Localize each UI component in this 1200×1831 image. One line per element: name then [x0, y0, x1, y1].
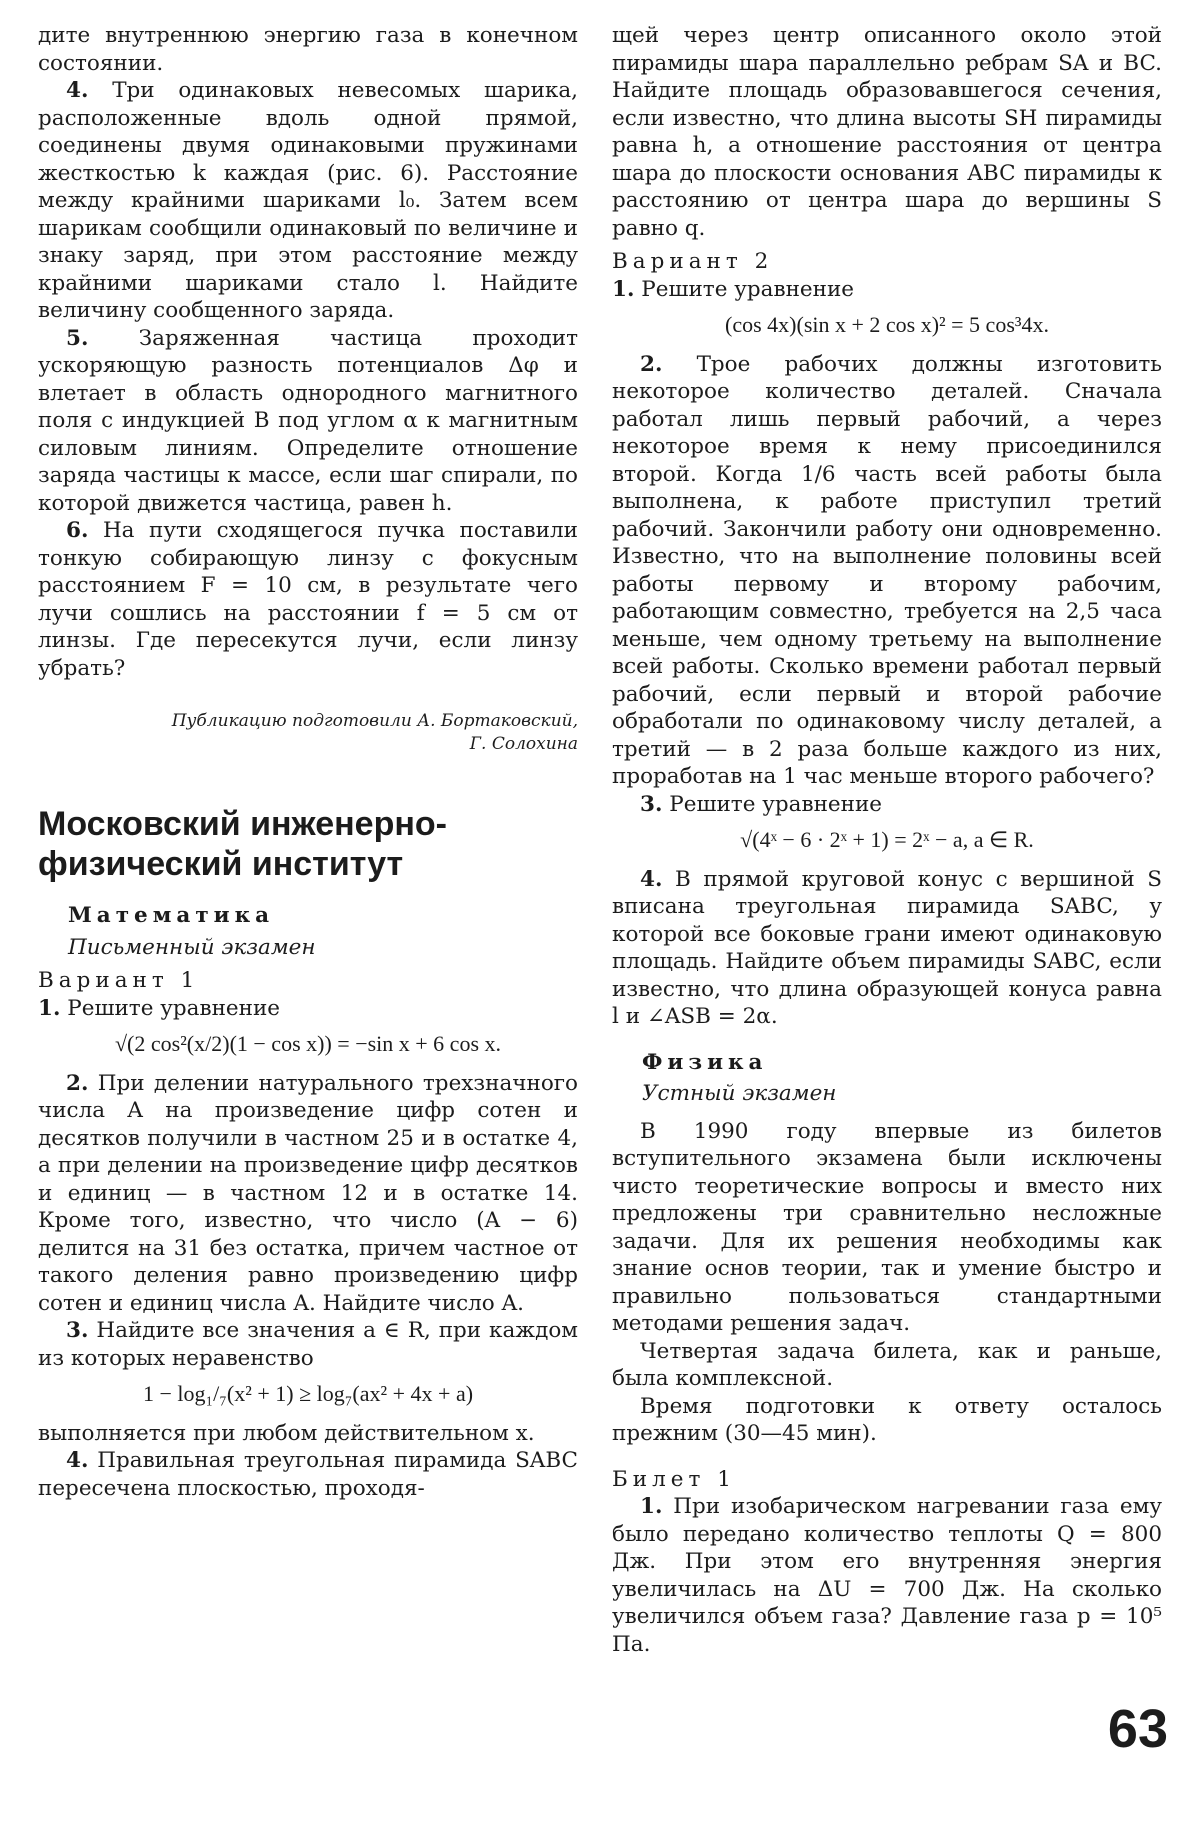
variant2-problem-4 [612, 866, 1162, 1031]
problem-text: Три одинаковых невесомых шарика, расположенные вдоль одной прямой, соединены двумя одинаковыми пружинами жесткостью k каждая (рис. 6). Расстояние между крайними шариками l₀. Затем всем шарикам сообщили одинаковый по величине и знаку заряд, при этом расстояние между крайними шариками стало l. Найдите величину сообщенного заряда. [38, 78, 578, 323]
problem-number: 1. [640, 1494, 663, 1519]
variant-label: Вариант 2 [612, 249, 774, 274]
page-number: 63 [1107, 1699, 1168, 1759]
problem-text: При делении натурального трехзначного числа A на произведение цифр сотен и десятков получили в частном 25 и в остатке 4, а при делении на произведение цифр десятков и единиц — в частном 12 и в остатке 14. Кроме того, известно, что число (A − 6) делится на 31 без остатка, причем частное от такого деления равно произведению цифр сотен и единиц числа A. Найдите число A. [38, 1070, 578, 1316]
problem-text: Решите уравнение [641, 276, 855, 302]
exam-type-heading: Письменный экзамен [68, 934, 316, 960]
equation: (cos 4x)(sin x + 2 cos x)² = 5 cos³4x. [725, 312, 1049, 337]
problem-number: 2. [66, 1070, 89, 1096]
problem-5-physics [38, 325, 578, 518]
subject-heading: Физика [642, 1049, 768, 1075]
variant2-problem-3 [612, 791, 1162, 819]
paragraph-continuation: выполняется при любом действительном x. [38, 1420, 535, 1446]
institute-title: Московский инженерно-физический институт [38, 805, 447, 883]
left-column [38, 22, 578, 1502]
intro-paragraph: Время подготовки к ответу осталось прежним (30—45 мин). [612, 1393, 1162, 1446]
inequality: 1 − log₁/₇(x² + 1) ≥ log₇(ax² + 4x + a) [142, 1381, 474, 1406]
problem-number: 3. [66, 1318, 89, 1343]
problem-number: 1. [38, 995, 61, 1021]
variant1-problem-3 [38, 1317, 578, 1372]
variant1-problem-2 [38, 1070, 578, 1318]
ticket-label: Билет 1 [612, 1466, 736, 1492]
intro-paragraph: Четвертая задача билета, как и раньше, была комплексной. [612, 1338, 1162, 1391]
problem-text: Трое рабочих должны изготовить некоторое количество деталей. Сначала работал лишь первый рабочий, а через некоторое время к нему присоединился второй. Когда 1/6 часть всей работы была выполнена, к работе приступил третий рабочий. Закончили работу они одновременно. Известно, что на выполнение половины всей работы первому и второму рабочим, работающим совместно, требуется на 2,5 часа меньше, чем одному третьему на выполнение всей работы. Сколько времени работал первый рабочий, если первый и второй рабочие обработали по одинаковому числу деталей, а третий — в 2 раза больше каждого из них, проработав на 1 час меньше второго рабочего? [612, 351, 1162, 789]
problem-text: Заряженная частица проходит ускоряющую разность потенциалов Δφ и влетает в область однородного магнитного поля с индукцией B под углом α к магнитным силовым линиям. Определите отношение заряда частицы к массе, если шаг спирали, по которой движется частица, равен h. [38, 325, 579, 516]
problem-text: Найдите все значения a ∈ R, при каждом из которых неравенство [38, 1318, 578, 1371]
problem-text: На пути сходящегося пучка поставили тонкую собирающую линзу с фокусным расстоянием F = 10 см, в результате чего лучи сошлись на расстоянии f = 5 см от линзы. Где пересекутся лучи, если линзу убрать? [38, 518, 578, 681]
problem-text: Решите уравнение [67, 995, 281, 1021]
problem-number: 1. [612, 276, 635, 302]
credit-line: Г. Солохина [469, 734, 578, 754]
equation: √(2 cos²(x/2)(1 − cos x)) = −sin x + 6 cos x. [114, 1031, 502, 1056]
problem-number: 4. [640, 866, 663, 892]
problem-number: 6. [66, 518, 89, 543]
right-column [612, 22, 1162, 1658]
variant-label: Вариант 1 [38, 968, 200, 993]
variant1-problem-1 [38, 995, 578, 1023]
problem-text: Решите уравнение [669, 791, 883, 817]
problem-4-physics [38, 77, 578, 325]
variant1-problem-4 [38, 1447, 578, 1502]
exam-type-heading: Устный экзамен [642, 1081, 837, 1106]
ticket1-problem-1 [612, 1493, 1162, 1658]
equation: √(4ˣ − 6 · 2ˣ + 1) = 2ˣ − a, a ∈ R. [740, 827, 1034, 852]
problem-text: При изобарическом нагревании газа ему было передано количество теплоты Q = 800 Дж. При этом его внутренняя энергия увеличилась на ΔU = 700 Дж. На сколько увеличился объем газа? Давление газа p = 10⁵ Па. [612, 1494, 1162, 1657]
paragraph-continuation: щей через центр описанного около этой пирамиды шара параллельно ребрам SA и BC. Найдите площадь образовавшегося сечения, если известно, что длина высоты SH пирамиды равна h, а отношение расстояния от центра шара до плоскости основания ABC пирамиды к расстоянию от центра шара до вершины S равно q. [612, 23, 1162, 241]
problem-text: В прямой круговой конус с вершиной S вписана треугольная пирамида SABC, у которой все боковые грани имеют одинаковую площадь. Найдите объем пирамиды SABC, если известно, что длина образующей конуса равна l и ∠ASB = 2α. [612, 866, 1162, 1029]
problem-number: 4. [66, 1448, 89, 1473]
problem-text: Правильная треугольная пирамида SABC пересечена плоскостью, проходя- [38, 1448, 578, 1501]
intro-paragraph: В 1990 году впервые из билетов вступительного экзамена были исключены чисто теоретические вопросы и вместо них предложены три сравнительно несложные задачи. Для их решения необходимы как знание основ теории, так и умение быстро и правильно пользоваться стандартными методами решения задач. [612, 1118, 1162, 1336]
problem-number: 2. [640, 351, 663, 377]
problem-number: 3. [640, 791, 663, 817]
problem-6-physics [38, 517, 578, 682]
problem-number: 4. [66, 78, 89, 103]
variant2-problem-1 [612, 276, 1162, 304]
paragraph-continuation: дите внутреннюю энергию газа в конечном состоянии. [38, 23, 578, 76]
credit-line: Публикацию подготовили А. Бортаковский, [171, 711, 578, 731]
variant2-problem-2 [612, 351, 1162, 791]
subject-heading: Математика [68, 903, 275, 928]
problem-number: 5. [66, 325, 89, 351]
publication-credit [38, 710, 578, 756]
